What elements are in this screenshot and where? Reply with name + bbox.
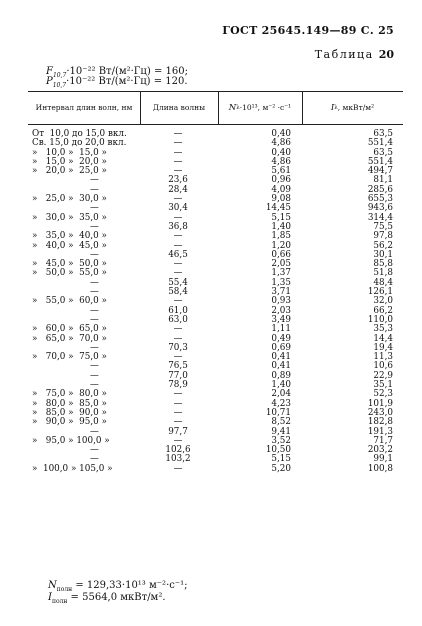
interval-cell: —: [90, 380, 99, 391]
intensity-cell: 100,8: [367, 463, 393, 474]
intensity-cell: 52,3: [373, 389, 393, 400]
intensity-cell: 191,3: [367, 426, 393, 437]
flux-cell: 5,15: [271, 212, 291, 223]
flux-cell: 3,49: [271, 314, 291, 325]
flux-cell: 1,37: [271, 268, 291, 279]
condition-line-1: $F_{10,7}\cdot 10^{-22}$ Вт/(м²·Гц) = 160;: [46, 66, 188, 79]
wavelength-cell: —: [173, 240, 183, 251]
flux-cell: 3,71: [271, 287, 291, 298]
interval-cell: » 30,0 » 35,0 »: [32, 212, 107, 223]
wavelength-cell: 55,4: [168, 277, 188, 288]
total-intensity: $I_{полн} = 5564,0$ мкВт/м².: [48, 592, 166, 605]
intensity-cell: 943,6: [367, 203, 393, 214]
table-row: [28, 335, 403, 344]
interval-cell: » 10,0 » 15,0 »: [32, 147, 107, 158]
table-row: [28, 362, 403, 371]
flux-cell: 0,40: [271, 129, 291, 139]
flux-cell: 0,66: [271, 249, 291, 260]
table-header-rule: [28, 124, 403, 125]
intensity-cell: 494,7: [367, 166, 393, 177]
wavelength-cell: —: [173, 333, 183, 344]
table-row: [28, 279, 403, 288]
table-row: [28, 307, 403, 316]
flux-cell: 1,20: [271, 240, 291, 251]
intensity-cell: 51,8: [373, 268, 393, 279]
wavelength-cell: 78,9: [168, 380, 188, 391]
intensity-cell: 48,4: [373, 277, 393, 288]
interval-cell: » 95,0 » 100,0 »: [32, 435, 110, 446]
flux-cell: 1,11: [271, 324, 291, 335]
table-row: [28, 353, 403, 362]
wavelength-cell: —: [173, 268, 183, 279]
table-row: [28, 465, 403, 474]
wavelength-cell: —: [173, 129, 183, 139]
flux-cell: 4,23: [271, 398, 291, 409]
wavelength-cell: 102,6: [165, 445, 191, 456]
flux-cell: 0,41: [271, 352, 291, 363]
flux-cell: 10,71: [265, 407, 291, 418]
wavelength-cell: 23,6: [168, 175, 188, 186]
flux-cell: 9,08: [271, 194, 291, 205]
column-header-wavelength: Длина волны: [152, 103, 206, 112]
flux-cell: 4,86: [271, 138, 291, 149]
total-flux: $N_{полн} = 129,33\cdot 10^{13}$ м⁻²·с⁻¹;: [48, 580, 188, 593]
interval-cell: » 15,0 » 20,0 »: [32, 156, 107, 167]
flux-cell: 4,09: [271, 184, 291, 195]
column-header-interval: Интервал длин волн, нм: [35, 103, 133, 112]
table-row: [28, 446, 403, 455]
interval-cell: » 70,0 » 75,0 »: [32, 352, 107, 363]
wavelength-cell: —: [173, 463, 183, 474]
intensity-cell: 35,1: [373, 380, 393, 391]
intensity-cell: 551,4: [367, 156, 393, 167]
intensity-cell: 63,5: [373, 147, 393, 158]
wavelength-cell: —: [173, 259, 183, 270]
intensity-cell: 14,4: [373, 333, 393, 344]
wavelength-cell: —: [173, 417, 183, 428]
interval-cell: —: [90, 277, 99, 288]
interval-cell: —: [90, 305, 99, 316]
interval-cell: » 50,0 » 55,0 »: [32, 268, 107, 279]
flux-cell: 0,89: [271, 370, 291, 381]
interval-cell: » 55,0 » 60,0 »: [32, 296, 107, 307]
wavelength-cell: —: [173, 389, 183, 400]
column-header-intensity: I λ , мкВт/м²: [330, 102, 375, 113]
table-body: [28, 130, 403, 474]
interval-cell: —: [90, 249, 99, 260]
table-row: [28, 214, 403, 223]
table-row: [28, 372, 403, 381]
table-row: [28, 269, 403, 278]
wavelength-cell: —: [173, 324, 183, 335]
interval-cell: » 65,0 » 70,0 »: [32, 333, 107, 344]
intensity-cell: 66,2: [373, 305, 393, 316]
table-row: [28, 195, 403, 204]
flux-cell: 4,86: [271, 156, 291, 167]
wavelength-cell: 28,4: [168, 184, 188, 195]
intensity-cell: 203,2: [367, 445, 393, 456]
interval-cell: » 35,0 » 40,0 »: [32, 231, 107, 242]
intensity-cell: 314,4: [367, 212, 393, 223]
interval-cell: » 60,0 » 65,0 »: [32, 324, 107, 335]
table-row: [28, 242, 403, 251]
interval-cell: » 80,0 » 85,0 »: [32, 398, 107, 409]
intensity-cell: 81,1: [373, 175, 393, 186]
intensity-cell: 35,3: [373, 324, 393, 335]
flux-cell: 1,85: [271, 231, 291, 242]
intensity-cell: 182,8: [367, 417, 393, 428]
intensity-cell: 22,9: [373, 370, 393, 381]
flux-cell: 0,69: [271, 342, 291, 353]
table-row: [28, 437, 403, 446]
flux-cell: 14,45: [265, 203, 291, 214]
intensity-cell: 10,6: [373, 361, 393, 372]
flux-cell: 8,52: [271, 417, 291, 428]
wavelength-cell: —: [173, 352, 183, 363]
flux-cell: 5,20: [271, 463, 291, 474]
interval-cell: —: [90, 342, 99, 353]
wavelength-cell: 97,7: [168, 426, 188, 437]
table-row: [28, 418, 403, 427]
interval-cell: Св. 15,0 до 20,0 вкл.: [32, 138, 127, 149]
interval-cell: От 10,0 до 15,0 вкл.: [32, 129, 127, 139]
intensity-cell: 551,4: [367, 138, 393, 149]
flux-cell: 10,50: [265, 445, 291, 456]
interval-cell: » 20,0 » 25,0 »: [32, 166, 107, 177]
table-title: [315, 48, 394, 61]
wavelength-cell: 30,4: [168, 203, 188, 214]
wavelength-cell: 61,0: [168, 305, 188, 316]
interval-cell: —: [90, 287, 99, 298]
intensity-cell: 110,0: [367, 314, 393, 325]
wavelength-cell: 36,8: [168, 221, 188, 232]
intensity-cell: 32,0: [373, 296, 393, 307]
intensity-cell: 56,2: [373, 240, 393, 251]
wavelength-cell: 70,3: [168, 342, 188, 353]
intensity-cell: 11,3: [373, 352, 393, 363]
interval-cell: » 90,0 » 95,0 »: [32, 417, 107, 428]
flux-cell: 2,03: [271, 305, 291, 316]
wavelength-cell: 58,4: [168, 287, 188, 298]
wavelength-cell: —: [173, 435, 183, 446]
condition-line-2: $P_{10,7}\cdot 10^{-22}$ Вт/(м²·Гц) = 120.: [46, 76, 188, 89]
flux-cell: 0,40: [271, 147, 291, 158]
wavelength-cell: —: [173, 296, 183, 307]
wavelength-cell: 63,0: [168, 314, 188, 325]
wavelength-cell: —: [173, 407, 183, 418]
flux-cell: 9,41: [271, 426, 291, 437]
flux-cell: 2,04: [271, 389, 291, 400]
interval-cell: —: [90, 361, 99, 372]
interval-cell: —: [90, 426, 99, 437]
interval-cell: —: [90, 221, 99, 232]
wavelength-cell: 103,2: [165, 454, 191, 465]
flux-cell: 1,40: [271, 380, 291, 391]
wavelength-cell: 76,5: [168, 361, 188, 372]
flux-cell: 5,61: [271, 166, 291, 177]
table-row: [28, 167, 403, 176]
intensity-cell: 655,3: [367, 194, 393, 205]
interval-cell: —: [90, 314, 99, 325]
wavelength-cell: —: [173, 212, 183, 223]
wavelength-cell: —: [173, 166, 183, 177]
flux-cell: 3,52: [271, 435, 291, 446]
flux-cell: 0,93: [271, 296, 291, 307]
flux-cell: 0,96: [271, 175, 291, 186]
interval-cell: —: [90, 184, 99, 195]
intensity-cell: 285,6: [367, 184, 393, 195]
interval-cell: » 75,0 » 80,0 »: [32, 389, 107, 400]
column-header-flux: N λ ·10¹³, м⁻² ·с⁻¹: [228, 102, 292, 113]
intensity-cell: 71,7: [373, 435, 393, 446]
flux-cell: 5,15: [271, 454, 291, 465]
wavelength-cell: 77,0: [168, 370, 188, 381]
intensity-cell: 101,9: [367, 398, 393, 409]
intensity-cell: 63,5: [373, 129, 393, 139]
intensity-cell: 75,5: [373, 221, 393, 232]
interval-cell: » 40,0 » 45,0 »: [32, 240, 107, 251]
intensity-cell: 30,1: [373, 249, 393, 260]
flux-cell: 0,49: [271, 333, 291, 344]
interval-cell: » 45,0 » 50,0 »: [32, 259, 107, 270]
table-number: 20: [378, 48, 394, 61]
table-row: [28, 176, 403, 185]
wavelength-cell: —: [173, 231, 183, 242]
intensity-cell: 97,8: [373, 231, 393, 242]
wavelength-cell: —: [173, 194, 183, 205]
interval-cell: —: [90, 370, 99, 381]
flux-cell: 2,05: [271, 259, 291, 270]
flux-cell: 1,35: [271, 277, 291, 288]
interval-cell: » 100,0 » 105,0 »: [32, 463, 113, 474]
interval-cell: —: [90, 203, 99, 214]
intensity-cell: 99,1: [373, 454, 393, 465]
interval-cell: —: [90, 454, 99, 465]
wavelength-cell: —: [173, 138, 183, 149]
intensity-cell: 19,4: [373, 342, 393, 353]
flux-cell: 1,40: [271, 221, 291, 232]
wavelength-cell: —: [173, 156, 183, 167]
interval-cell: » 25,0 » 30,0 »: [32, 194, 107, 205]
intensity-cell: 126,1: [367, 287, 393, 298]
interval-cell: —: [90, 445, 99, 456]
intensity-cell: 243,0: [367, 407, 393, 418]
wavelength-cell: —: [173, 398, 183, 409]
interval-cell: —: [90, 175, 99, 186]
table-title-word: Таблица: [314, 48, 374, 61]
wavelength-cell: —: [173, 147, 183, 158]
flux-cell: 0,41: [271, 361, 291, 372]
page-header: ГОСТ 25645.149—89 С. 25: [222, 24, 394, 37]
table-row: [28, 297, 403, 306]
intensity-cell: 85,8: [373, 259, 393, 270]
interval-cell: » 85,0 » 90,0 »: [32, 407, 107, 418]
wavelength-cell: 46,5: [168, 249, 188, 260]
